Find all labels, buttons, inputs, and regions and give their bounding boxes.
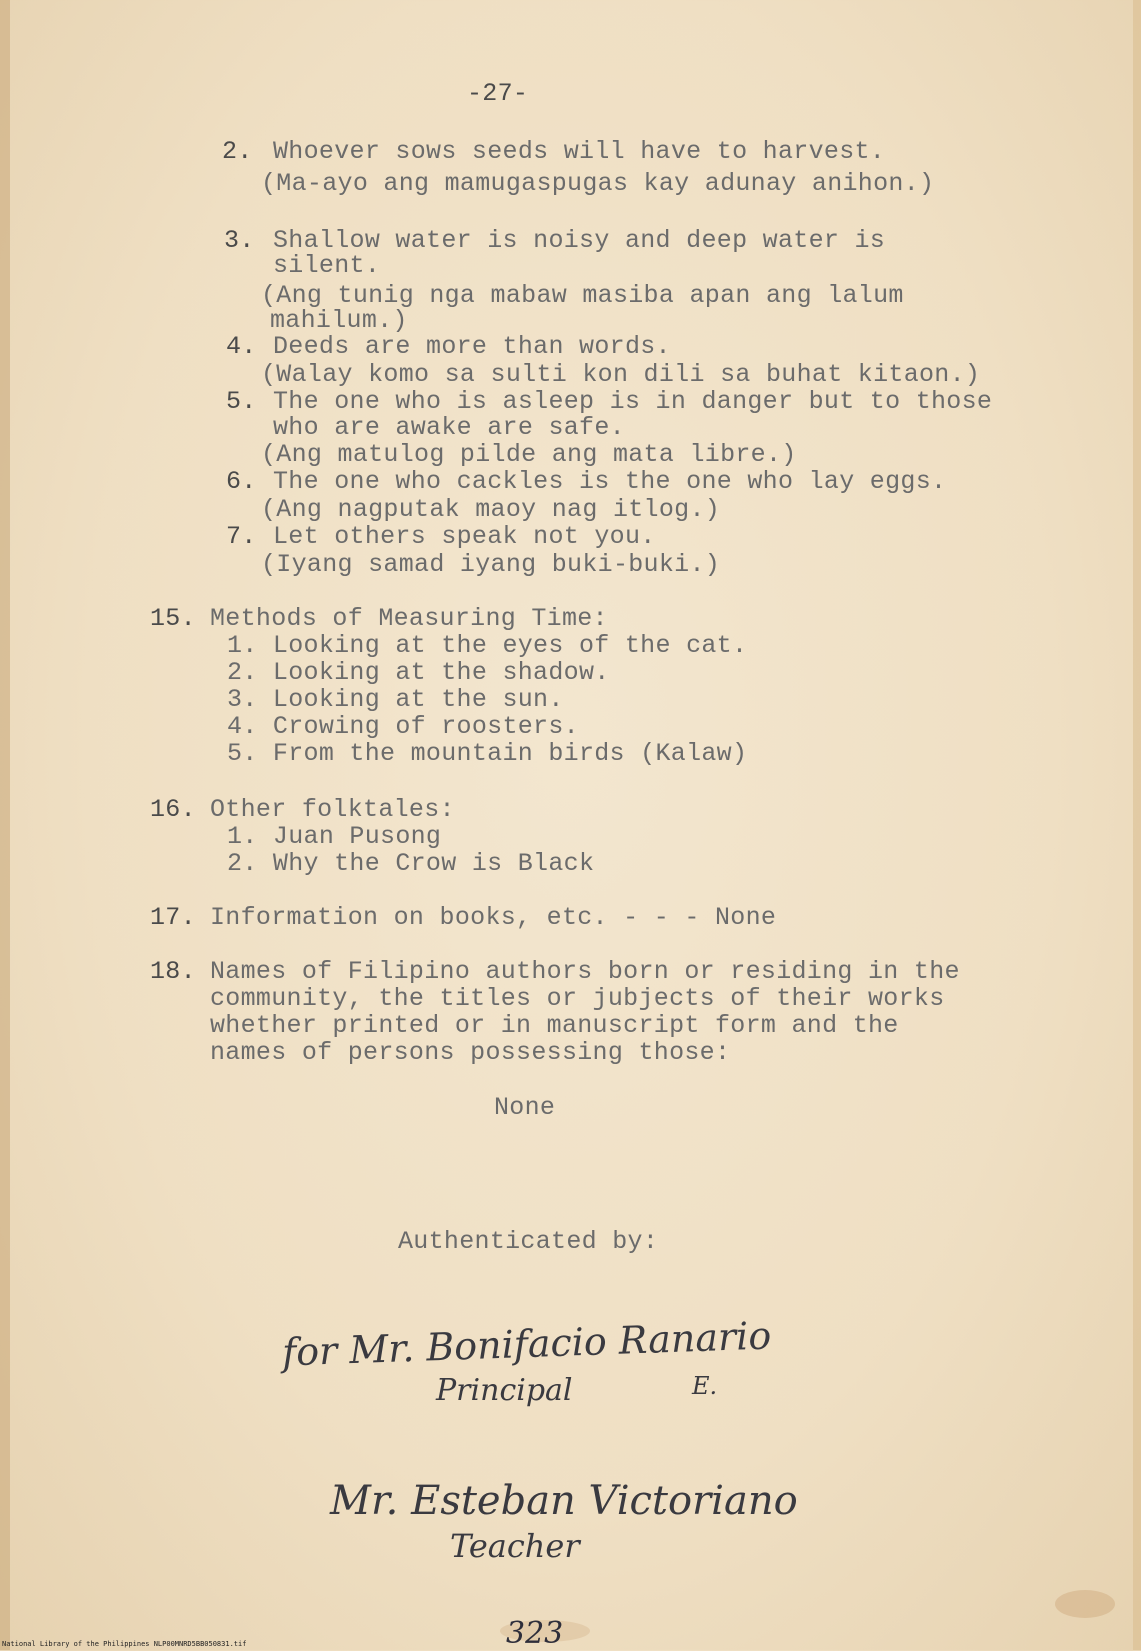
proverb-number: 3. bbox=[224, 226, 255, 255]
list-item: 5. From the mountain birds (Kalaw) bbox=[227, 739, 748, 768]
section-line: whether printed or in manuscript form and the bbox=[210, 1011, 899, 1040]
list-item: 2. Looking at the shadow. bbox=[227, 658, 610, 687]
list-item: 2. Why the Crow is Black bbox=[227, 849, 595, 878]
principal-signature: for Mr. Bonifacio Ranario bbox=[281, 1313, 772, 1375]
proverb-native: mahilum.) bbox=[270, 306, 408, 335]
proverb-english: Whoever sows seeds will have to harvest. bbox=[273, 137, 886, 166]
proverb-english: silent. bbox=[273, 251, 381, 280]
section-line: Names of Filipino authors born or residing in the bbox=[210, 957, 960, 986]
section-number: 16. bbox=[150, 795, 196, 824]
proverb-english: Deeds are more than words. bbox=[273, 332, 671, 361]
proverb-english: who are awake are safe. bbox=[273, 413, 625, 442]
proverb-number: 4. bbox=[226, 332, 257, 361]
proverb-english: The one who is asleep is in danger but to those bbox=[273, 387, 993, 416]
section-title: Other folktales: bbox=[210, 795, 455, 824]
authenticated-label: Authenticated by: bbox=[398, 1227, 659, 1256]
section-number: 18. bbox=[150, 957, 196, 986]
section-answer: None bbox=[494, 1093, 556, 1122]
section-line: names of persons possessing those: bbox=[210, 1038, 731, 1067]
proverb-number: 5. bbox=[226, 387, 257, 416]
section-number: 15. bbox=[150, 604, 196, 633]
list-item: 4. Crowing of roosters. bbox=[227, 712, 579, 741]
proverb-english: Let others speak not you. bbox=[273, 522, 656, 551]
proverb-english: Shallow water is noisy and deep water is bbox=[273, 226, 886, 255]
section-text: Information on books, etc. - - - None bbox=[210, 903, 777, 932]
proverb-native: (Ma-ayo ang mamugaspugas kay adunay anihon.) bbox=[261, 169, 935, 198]
section-number: 17. bbox=[150, 903, 196, 932]
list-item: 3. Looking at the sun. bbox=[227, 685, 564, 714]
proverb-number: 2. bbox=[222, 137, 253, 166]
proverb-native: (Ang nagputak maoy nag itlog.) bbox=[261, 495, 721, 524]
proverb-english: The one who cackles is the one who lay eggs. bbox=[273, 467, 947, 496]
teacher-title: Teacher bbox=[450, 1527, 580, 1565]
principal-title: Principal bbox=[436, 1373, 573, 1408]
section-title: Methods of Measuring Time: bbox=[210, 604, 608, 633]
footer-caption: National Library of the Philippines NLP00MNRD5BB050831.tif bbox=[2, 1640, 247, 1648]
list-item: 1. Looking at the eyes of the cat. bbox=[227, 631, 748, 660]
list-item: 1. Juan Pusong bbox=[227, 822, 442, 851]
page-edge-left bbox=[0, 0, 10, 1650]
proverb-native: (Iyang samad iyang buki-buki.) bbox=[261, 550, 721, 579]
principal-initial: E. bbox=[692, 1372, 718, 1400]
proverb-number: 7. bbox=[226, 522, 257, 551]
proverb-native: (Ang tunig nga mabaw masiba apan ang lalum bbox=[261, 281, 904, 310]
proverb-native: (Ang matulog pilde ang mata libre.) bbox=[261, 440, 797, 469]
teacher-signature: Mr. Esteban Victoriano bbox=[330, 1478, 798, 1524]
stamp-number: 323 bbox=[506, 1616, 564, 1651]
stain bbox=[1055, 1590, 1115, 1618]
section-line: community, the titles or jubjects of their works bbox=[210, 984, 945, 1013]
proverb-native: (Walay komo sa sulti kon dili sa buhat kitaon.) bbox=[261, 360, 981, 389]
page-edge-right bbox=[1133, 0, 1141, 1650]
proverb-number: 6. bbox=[226, 467, 257, 496]
page-number: -27- bbox=[467, 79, 529, 108]
